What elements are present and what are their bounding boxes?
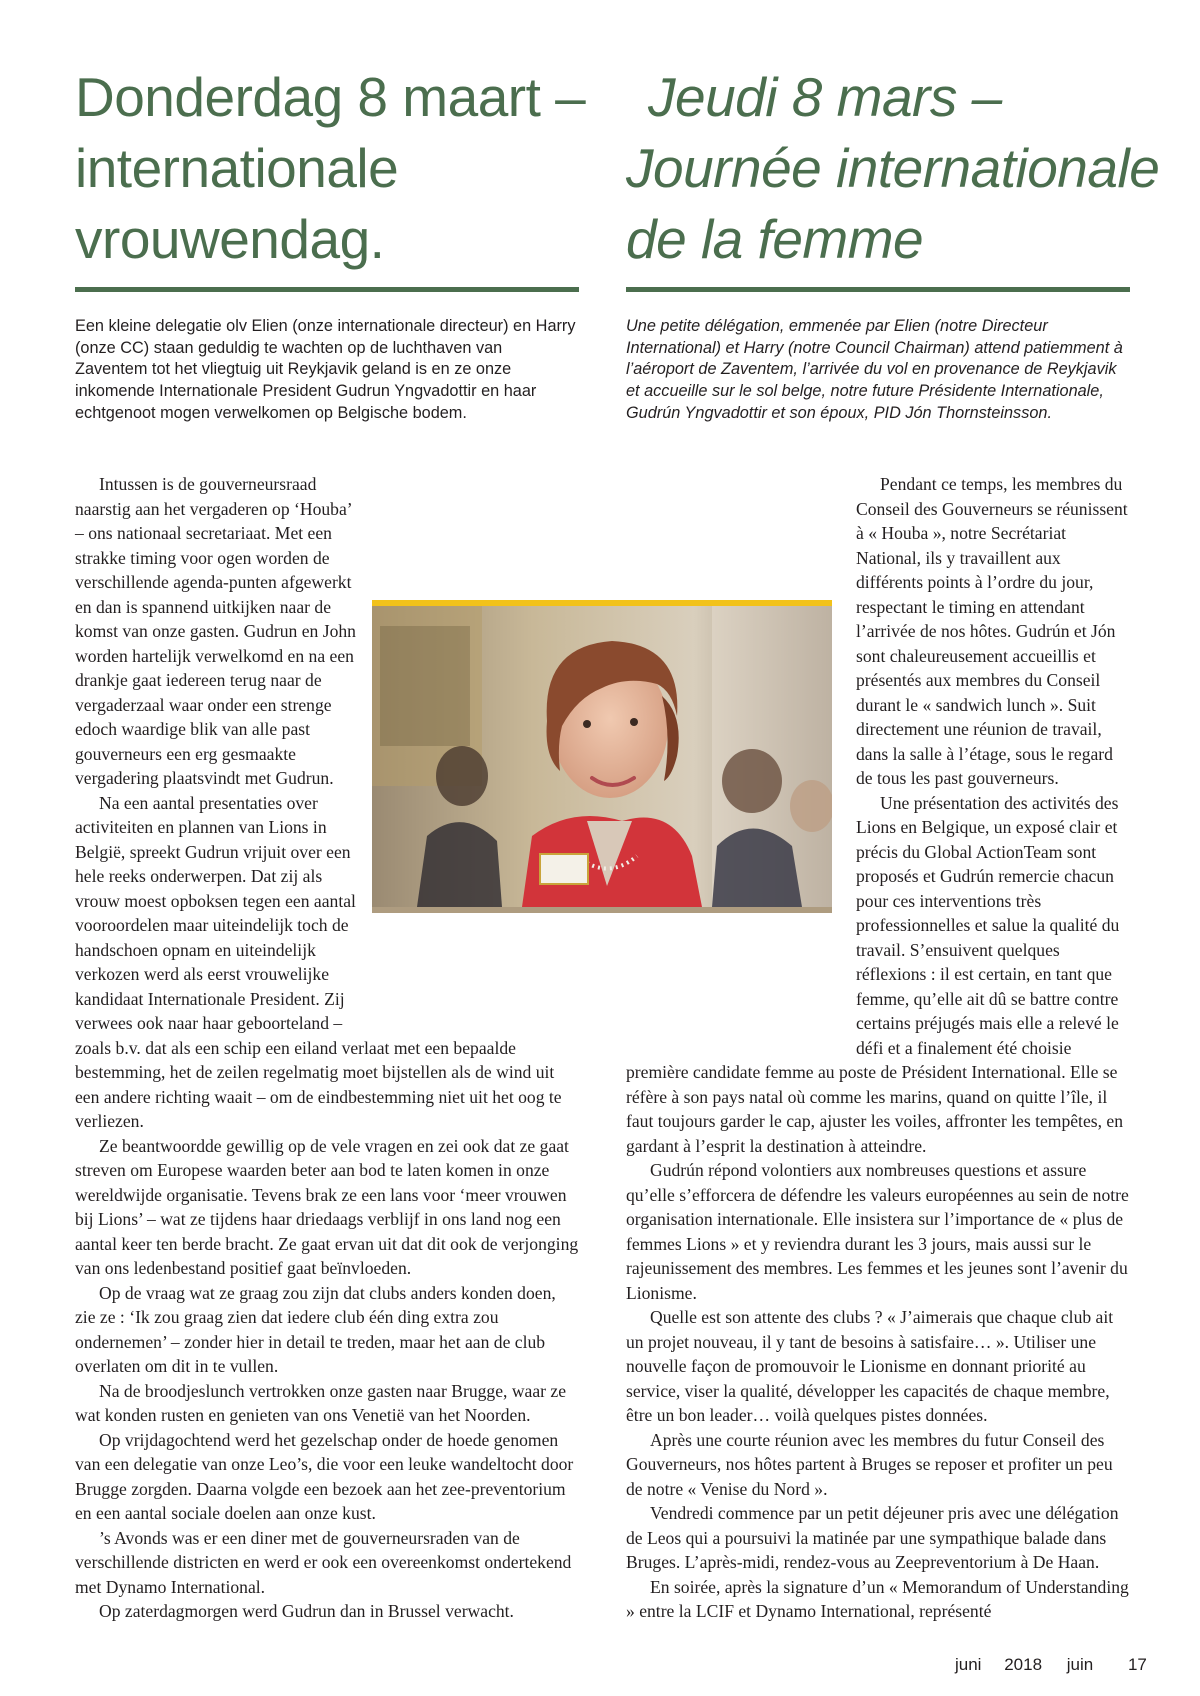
dutch-paragraph: Intussen is de gouverneursraad naarstig aan het vergaderen op ‘Houba’ – ons nationaal secretariaat. Met een strakke timing voor ogen worden de verschillende agenda-punten afgewerkt en dan is spannend uitkijken naar de komst van onze gasten. Gudrun en John worden hartelijk verwelkomd en na een drankje gaat iedereen terug naar de vergaderzaal waar onder een strenge edoch waardige blik van alle past gouverneurs een erg gesmaakte vergadering plaatsvindt met Gudrun. [75,474,356,788]
french-title-line: Jeudi 8 mars – [648,66,1002,128]
dutch-title-divider [75,287,579,292]
french-paragraph: Après une courte réunion avec les membres du futur Conseil des Gouverneurs, nos hôtes partent à Bruges se reposer et profiter un peu de notre « Venise du Nord ». [626,1429,1113,1499]
french-paragraph: Vendredi commence par un petit déjeuner pris avec une délégation de Leos qui a poursuivi la matinée par une sympathique balade dans Bruges. L’après-midi, rendez-vous au Zeepreventorium à De Haan. [626,1503,1119,1572]
footer-year: 2018 [1004,1655,1043,1674]
dutch-paragraph: Na een aantal presentaties over activiteiten en plannen van Lions in België, spreekt Gudrun vrijuit over een hele reeks onderwerpen. Dat zij als vrouw moest opboksen tegen een aantal vooroordelen maar uiteindelijk toch de handschoen opnam en uiteindelijk verkozen werd als eerst vrouwelijke kandidaat Internationale President. Zij verwees ook naar haar geboorteland – zoals b.v. dat als een schip een eiland verlaat met een bepaalde bestemming, het de zeilen regelmatig moet bijstellen als de wind uit een andere richting waait – om de eindbestemming niet uit het oog te verliezen. [75,792,562,1131]
french-paragraph: Une présentation des activités des Lions en Belgique, un exposé clair et précis du Global ActionTeam sont proposés et Gudrún remercie chacun pour ces interventions très professionnelles et salue la qualité du travail. S’ensuivent quelques réflexions : il est certain, en tant que femme, qu’elle ait dû se battre contre certains préjugés mais elle a relevé le défi et a finalement été choisie première candidate femme au poste de Président International. Elle se réfère à son pays natal où comme les marins, quand on quitte l’île, il faut toujours garder le cap, ajuster les voiles, affronter les tempêtes, en gardant à l’esprit la destination à atteindre. [626,792,1124,1156]
dutch-paragraph: Op de vraag wat ze graag zou zijn dat clubs anders konden doen, zie ze : ‘Ik zou graag zien dat iedere club één ding extra zou ondernemen’ – zonder hier in detail te treden, maar het aan de club overlaten om dit in te vullen. [75,1282,556,1376]
french-paragraph: Gudrún répond volontiers aux nombreuses questions et assure qu’elle s’efforcera de défendre les valeurs européennes au sein de notre organisation internationale. Elle insistera sur l’importance de « plus de femmes Lions » et y reviendra durant les 3 jours, mais aussi sur le rajeunissement des membres. Les femmes et les jeunes sont l’avenir du Lionisme. [626,1160,1129,1303]
french-title-divider [626,287,1130,292]
dutch-paragraph: Na de broodjeslunch vertrokken onze gasten naar Brugge, waar ze wat konden rusten en genieten van ons Venetië van het Noorden. [75,1380,567,1425]
dutch-paragraph: ’s Avonds was er een diner met de gouverneursraden van de verschillende districten en werd er ook een overeenkomst ondertekend met Dynamo International. [75,1527,572,1597]
french-title-line: Journée internationale [626,137,1160,199]
dutch-title-line: vrouwendag. [75,208,385,270]
french-lead-text: Une petite délégation, emmenée par Elien (notre Directeur International) et Harry (notre Council Chairman) attend patiemment à l’aéroport de Zaventem, l’arrivée du vol en provenance de Reykjavik et accueille sur le sol belge, notre future Présidente Internationale, Gudrún Yngvadottir et son époux, PID Jón Thornsteinsson. [626,317,1123,422]
page-footer [955,1655,1155,1675]
french-paragraph: Quelle est son attente des clubs ? « J’aimerais que chaque club ait un projet nouveau, il y tant de besoins à satisfaire… ». Utiliser une nouvelle façon de promouvoir le Lionisme en donnant priorité au service, viser la qualité, développer les capacités de chaque membre, être un bon leader… voilà quelques pistes données. [626,1307,1114,1425]
french-title [626,62,1186,275]
dutch-paragraph: Op zaterdagmorgen werd Gudrun dan in Brussel verwacht. [99,1601,514,1621]
dutch-lead-paragraph [75,316,579,425]
portrait-photo [372,600,832,913]
dutch-title [75,62,595,275]
dutch-title-line: Donderdag 8 maart – [75,66,586,128]
dutch-lead-text: Een kleine delegatie olv Elien (onze internationale directeur) en Harry (onze CC) staan geduldig te wachten op de luchthaven van Zaventem tot het vliegtuig uit Reykjavik geland is en ze onze inkomende Internationale President Gudrun Yngvadottir en haar echtgenoot mogen verwelkomen op Belgische bodem. [75,317,576,422]
dutch-paragraph: Op vrijdagochtend werd het gezelschap onder de hoede genomen van een delegatie van onze Leo’s, die voor een leuke wandeltocht door Brugge zorgden. Daarna volgde een bezoek aan het zee-preventorium en een aantal sociale doelen aan onze kust. [75,1429,574,1523]
french-lead-paragraph [626,316,1130,425]
footer-month-dutch: juni [955,1655,982,1674]
dutch-paragraph: Ze beantwoordde gewillig op de vele vragen en zei ook dat ze gaat streven om Europese waarden beter aan bod te laten komen in onze wereldwijde organisatie. Tevens brak ze een lans voor ‘meer vrouwen bij Lions’ – wat ze tijdens haar driedaags verblijf in ons land nog een aantal keer ten berde bracht. Ze gaat ervan uit dat dit ook de verjonging van ons ledenbestand positief gaat beïnvloeden. [75,1135,579,1278]
dutch-title-line: internationale [75,137,399,199]
page-number: 17 [1127,1655,1147,1674]
french-title-line: de la femme [626,208,924,270]
footer-month-french: juin [1066,1655,1094,1674]
portrait-illustration [372,606,832,907]
french-paragraph: En soirée, après la signature d’un « Memorandum of Understanding » entre la LCIF et Dynamo International, représenté [626,1576,1129,1621]
french-paragraph: Pendant ce temps, les membres du Conseil des Gouverneurs se réunissent à « Houba », notre Secrétariat National, ils y travaillent aux différents points à l’ordre du jour, respectant le timing en attendant l’arrivée de nos hôtes. Gudrún et Jón sont chaleureusement accueillis et présentés aux membres du Conseil durant le « sandwich lunch ». Suit directement une réunion de travail, dans la salle à l’étage, sous le regard de tous les past gouverneurs. [856,474,1128,788]
